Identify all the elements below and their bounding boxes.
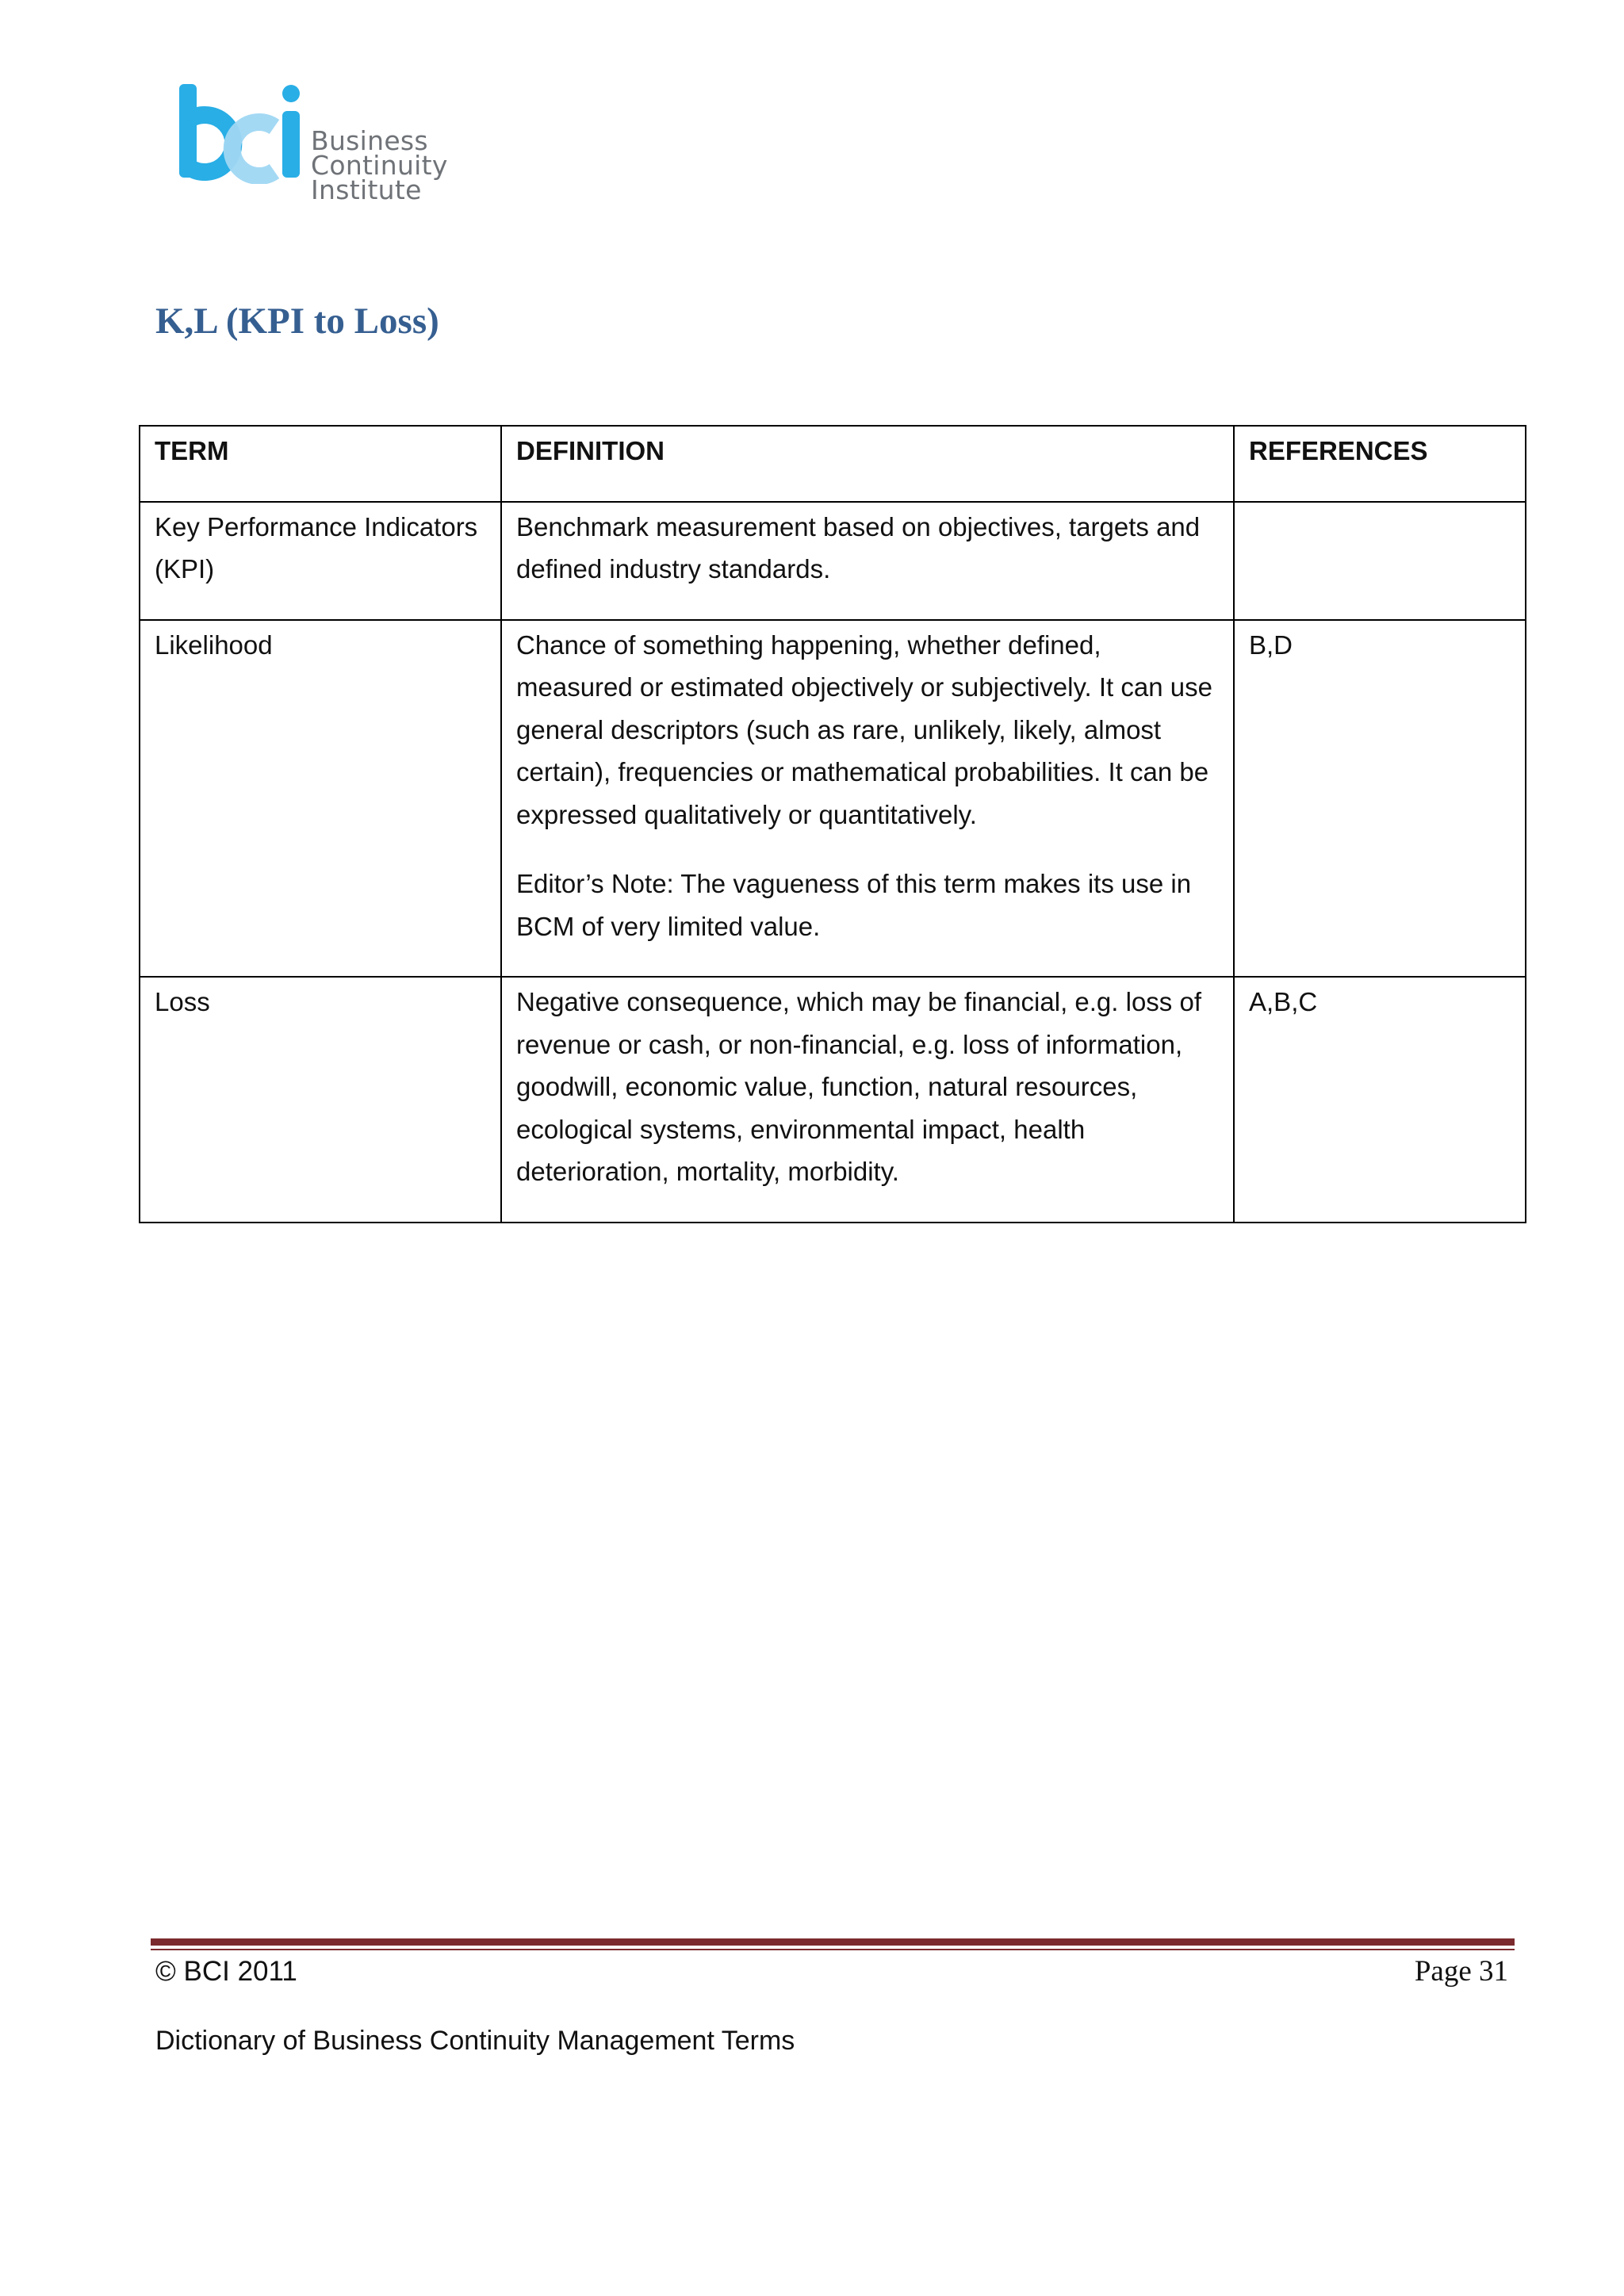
term-cell: Key Performance Indicators (KPI) [140,502,501,620]
editors-note-text: Editor’s Note: The vagueness of this term makes its use in BCM of very limited value. [516,869,1192,941]
logo-line-2: Institute [311,174,422,205]
definition-cell [501,977,1234,1223]
bci-logo [179,82,560,205]
table-header-row [140,426,1526,502]
table-row [140,502,1526,620]
definition-text: Negative consequence, which may be financial, e.g. loss of revenue or cash, or non-financial, e.g. loss of information, goodwill, economic value, function, natural resources, ecological systems, environmental impact, health deterioration, mortality, morbidity. [516,987,1201,1186]
term-cell: Likelihood [140,620,501,978]
bci-logo-icon [179,82,306,184]
definition-cell [501,620,1234,978]
footer-copyright: © BCI 2011 [155,1956,297,1987]
logo-text [311,125,560,205]
footer-divider [151,1938,1515,1946]
logo-line-1: Business Continuity [311,125,448,181]
header-references: REFERENCES [1234,426,1526,502]
section-heading: K,L (KPI to Loss) [155,300,439,342]
references-cell: A,B,C [1234,977,1526,1223]
table-row [140,620,1526,978]
definition-text: Benchmark measurement based on objectives, targets and defined industry standards. [516,511,1201,584]
references-cell [1234,502,1526,620]
terms-table [139,425,1526,1223]
definition-text: Chance of something happening, whether defined, measured or estimated objectively or subjectively. It can use general descriptors (such as rare, unlikely, likely, almost certain), frequencies or mathematical probabilities. It can be expressed qualitatively or quantitatively. [516,629,1212,829]
footer-page-number: Page 31 [1414,1955,1508,1988]
footer-document-title: Dictionary of Business Continuity Management Terms [155,2026,795,2056]
term-cell: Loss [140,977,501,1223]
header-term: TERM [140,426,501,502]
definition-cell [501,502,1234,620]
references-cell: B,D [1234,620,1526,978]
footer-divider-thin [151,1949,1515,1950]
table-row [140,977,1526,1223]
header-definition: DEFINITION [501,426,1234,502]
